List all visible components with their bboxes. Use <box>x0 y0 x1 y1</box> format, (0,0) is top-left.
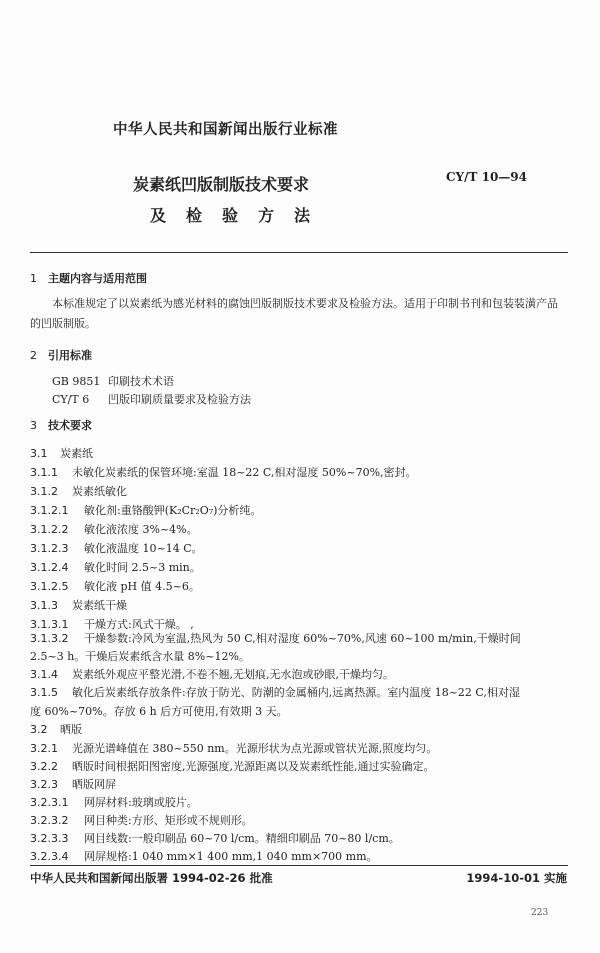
clause <box>30 597 127 613</box>
clause-text: 干燥参数:冷风为室温,热风为 50 C,相对湿度 60%~70%,风速 60~100 m/min,干燥时间 <box>84 632 521 645</box>
clause <box>30 502 261 518</box>
issuer-header: 中华人民共和国新闻出版行业标准 <box>113 122 338 138</box>
clause-text: 网屏规格:1 040 mm×1 400 mm,1 040 mm×700 mm。 <box>84 850 378 863</box>
reference-title: 印刷技术术语 <box>108 375 174 388</box>
clause <box>30 684 520 700</box>
reference-item <box>52 373 174 389</box>
clause-number: 3.1.2.4 <box>30 561 69 574</box>
section-2-heading <box>30 347 92 363</box>
clause-continuation: 2.5~3 h。干燥后炭素纸含水量 8%~12%。 <box>30 650 250 663</box>
clause-text: 敏化后炭素纸存放条件:存放于防光、防潮的金属桶内,远离热源。室内温度 18~22 C,相对湿 <box>72 686 520 699</box>
clause-text: 炭素纸干燥 <box>72 599 127 612</box>
clause-number: 3.1.3.1 <box>30 618 69 631</box>
clause-continuation: 度 60%~70%。存放 6 h 后方可使用,有效期 3 天。 <box>30 705 288 718</box>
clause-number: 3.1.2.3 <box>30 542 69 555</box>
reference-code: CY/T 6 <box>52 393 90 406</box>
clause-number: 3.1.5 <box>30 686 58 699</box>
clause <box>30 666 394 682</box>
section-1-paragraph: 本标准规定了以炭素纸为感光材料的腐蚀凹版制版技术要求及检验方法。适用于印制书刊和包装装潢产品的凹版制版。 <box>30 297 558 330</box>
clause-text: 干燥方式:风式干燥。 , <box>84 618 194 631</box>
section-title: 引用标准 <box>48 349 92 362</box>
clause-text: 光源光谱峰值在 380~550 nm。光源形状为点光源或管状光源,照度均匀。 <box>72 742 438 755</box>
section-number: 1 <box>30 272 37 285</box>
clause-number: 3.2.1 <box>30 742 58 755</box>
clause-text: 晒版 <box>60 723 82 736</box>
clause-number: 3.2.3 <box>30 778 58 791</box>
clause <box>30 721 82 737</box>
clause-number: 3.1.3 <box>30 599 58 612</box>
clause <box>30 445 93 461</box>
page-number: 223 <box>531 908 549 918</box>
approval-note: 中华人民共和国新闻出版署 1994-02-26 批准 <box>30 871 273 885</box>
section-number: 3 <box>30 419 37 432</box>
clause-number: 3.2.2 <box>30 760 58 773</box>
clause <box>30 848 378 864</box>
section-title: 技术要求 <box>48 419 92 432</box>
clause <box>30 521 198 537</box>
section-title: 主题内容与适用范围 <box>48 272 147 285</box>
clause-number: 3.2.3.2 <box>30 814 69 827</box>
clause <box>30 483 127 499</box>
clause-number: 3.1 <box>30 447 48 460</box>
title-line-1: 炭素纸凹版制版技术要求 <box>133 175 310 194</box>
standard-code: CY/T 10—94 <box>446 170 528 184</box>
effective-date: 1994-10-01 实施 <box>466 871 567 885</box>
clause-text: 敏化液浓度 3%~4%。 <box>84 523 198 536</box>
clause-number: 3.2 <box>30 723 48 736</box>
title-divider <box>30 252 568 253</box>
clause-text: 未敏化炭素纸的保管环境:室温 18~22 C,相对湿度 50%~70%,密封。 <box>72 466 417 479</box>
clause <box>30 776 116 792</box>
reference-title: 凹版印刷质量要求及检验方法 <box>108 393 251 406</box>
clause-number: 3.1.2.5 <box>30 580 69 593</box>
clause-number: 3.1.1 <box>30 466 58 479</box>
clause-text: 炭素纸外观应平整光滑,不卷不翘,无划痕,无水泡或砂眼,干燥均匀。 <box>72 668 394 681</box>
clause-number: 3.1.3.2 <box>30 632 69 645</box>
clause-text: 网目种类:方形、矩形或不规则形。 <box>84 814 253 827</box>
reference-code: GB 9851 <box>52 375 101 388</box>
clause-number: 3.1.2.2 <box>30 523 69 536</box>
title-line-2: 及检验方法 <box>150 206 331 225</box>
clause-text: 炭素纸敏化 <box>72 485 127 498</box>
clause <box>30 464 417 480</box>
clause-text: 炭素纸 <box>60 447 93 460</box>
clause-text: 敏化液 pH 值 4.5~6。 <box>84 580 200 593</box>
clause-number: 3.1.2.1 <box>30 504 69 517</box>
clause-number: 3.2.3.4 <box>30 850 69 863</box>
clause <box>30 830 400 846</box>
clause <box>30 812 253 828</box>
clause-text: 网屏材料:玻璃或胶片。 <box>84 796 198 809</box>
section-1-heading <box>30 270 147 286</box>
clause <box>30 540 203 556</box>
clause-number: 3.1.2 <box>30 485 58 498</box>
clause <box>30 740 437 756</box>
section-number: 2 <box>30 349 37 362</box>
footer-divider <box>30 865 568 866</box>
clause-text: 敏化液温度 10~14 C。 <box>84 542 203 555</box>
clause <box>30 578 200 594</box>
clause <box>30 559 201 575</box>
clause <box>30 630 521 646</box>
clause-number: 3.1.4 <box>30 668 58 681</box>
clause-text: 敏化时间 2.5~3 min。 <box>84 561 201 574</box>
clause <box>30 794 198 810</box>
clause-text: 网目线数:一般印刷品 60~70 l/cm。精细印刷品 70~80 l/cm。 <box>84 832 400 845</box>
clause-text: 晒版时间根据阳图密度,光源强度,光源距离以及炭素纸性能,通过实验确定。 <box>72 760 435 773</box>
reference-item <box>52 391 251 407</box>
clause <box>30 758 435 774</box>
clause-number: 3.2.3.1 <box>30 796 69 809</box>
clause-text: 敏化剂:重铬酸钾(K₂Cr₂O₇)分析纯。 <box>84 504 262 517</box>
clause-text: 晒版网屏 <box>72 778 116 791</box>
clause-number: 3.2.3.3 <box>30 832 69 845</box>
section-3-heading <box>30 417 92 433</box>
